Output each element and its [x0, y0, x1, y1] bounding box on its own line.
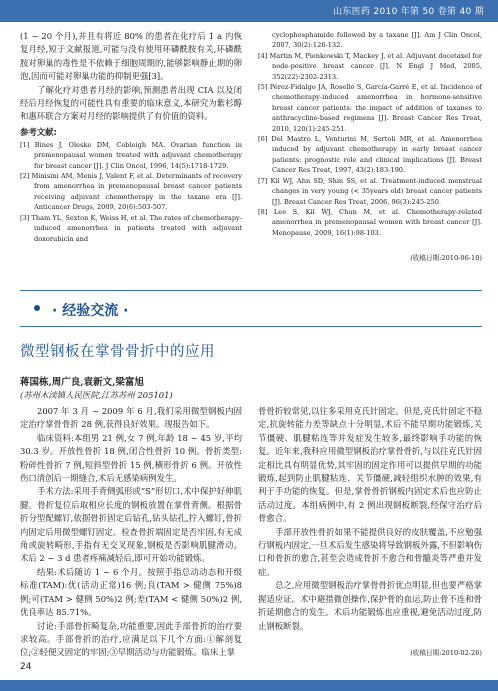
paragraph: 讨论:手部骨折畸复杂,功能重要,因此手部骨折的治疗要求较高。手部骨折的治疗,应满足以下几个方面:①解剖复位;②轻便又固定的牢固;③早期活动与功能锻炼。临床上掌 — [20, 620, 242, 658]
reference-item: [2] Minisini AM, Menis J, Valent F, et al. Determinants of recovery from amenorrhea in premenopausal breast cancer patients receiving adjuvant chemotherapy in the taxane era [J]. Anticancer Drugs, 2009, 20(6):503-507. — [20, 172, 242, 212]
section-divider — [20, 326, 482, 327]
reference-item: [1] Bines J, Oleske DM, Cobleigh MA. Ovarian function in premenopausal women treated with adjuvant chemotherapy for breast cancer [J]. J Clin Oncol, 1996, 14(5):1718-1729. — [20, 140, 242, 170]
paragraph: 2007 年 3 月 ~ 2009 年 6 月,我们采用微型钢板内固定治疗掌骨骨折 28 例,获得良好效果。现报告如下。 — [20, 406, 242, 430]
received-date: (收稿日期:2010-06-10) — [410, 254, 482, 263]
paragraph: 结果:术后随访 1 ~ 6 个月。按照手指总动动态和开级标准(TAM):优(活动正常)16 例;良(TAM > 健侧 75%)8 例;可(TAM > 健侧 50%)2 例;差(TAM < 健侧 50%)2 例,优良率达 85.71%。 — [20, 566, 242, 618]
journal-header-text: 山东医药 2010 年第 50 卷第 40 期 — [333, 7, 484, 17]
top-left-column — [20, 30, 242, 244]
paragraph: 总之,应用微型钢板治疗掌骨骨折优点明显,但也要严格掌握适应证。术中避措微创操作,保护骨的血运,防止骨不连和骨折延期愈合的发生。术后功能锻炼也应重视,避免活动过度,防止钢板断裂。 — [258, 580, 482, 631]
article-left-column — [20, 405, 242, 660]
reference-item: [8] Lee S, Kil WJ, Chun M, et al. Chemotherapy-related amenorrhea in premenopausal women with breast cancer [J]. Menopause, 2009, 16(1):98-103. — [258, 207, 482, 237]
reference-item: [7] Kil WJ, Ahn SD, Shin SS, et al. Treatment-induced menstrual changes in very young (< 35years old) breast cancer patients [J]. Breast Cancer Res Treat, 2006, 96(3):245-250. — [258, 176, 482, 206]
reference-item: [3] Tham YL, Sexton K, Weiss H, et al. The rates of chemotherapy-induced amenorrhea in patients treated with adjuvant doxorubicin and — [20, 213, 242, 243]
section-title: · 经验交流 · — [52, 303, 129, 319]
article-right-column — [258, 405, 482, 657]
page-number: 24 — [20, 662, 32, 672]
references-heading: 参考文献: — [20, 126, 57, 137]
article-title: 微型钢板在掌骨骨折中的应用 — [20, 344, 215, 360]
paragraph: 手术方法:采用手背侧弧形或“S”形切口,术中保护好伸肌腱。骨折复位后取相应长度的钢板放置在掌骨背侧。根据骨折分型配螺钉,依据骨折固定后钻孔,钻头钻孔,拧入螺钉,骨折内固定后用微型螺钉固定。检查骨折端固定是否牢固,有无成角或旋转畸形,手指有无交叉现象,钢板是否影响肌腱滑动。术后 2 ~ 3 d 患者疼痛减轻后,即可开始功能锻炼。 — [20, 486, 242, 564]
paragraph: 骨骨折较常见,以往多采用克氏针固定。但是,克氏针固定不稳定,抗旋转能力差等缺点十分明显,术后不能早期功能锻炼,关节僵硬、肌腱粘连等并发症发生较多,最终影响手功能的恢复。近年来,我科应用微型钢板治疗掌骨骨折,与以往克氏针固定相比具有明显优势,其牢固的固定作用可以提供早期的功能锻炼,起到防止肌腱粘连、关节僵硬,减轻组织水肿的效果,有利于手功能的恢复。但是,掌骨骨折钢板内固定术后也应防止活动过度。本组病例中,有 2 例出现钢板断裂,经保守治疗后骨愈合。 — [258, 406, 482, 524]
reference-item: [5] Pérez-Fidalgo JA, Roselló S, García-Garré E, et al. Incidence of chemotherapy-induced amenorrhea in hormone-sensitive breast cancer patients: the impact of addition of taxanes to anthracycline-based regimens [J]. Breast Cancer Res Treat, 2010, 120(1):245-251. — [258, 83, 482, 133]
paragraph: 手部开放性骨折如果不能提供良好的皮肤覆盖,不应勉强行钢板内固定,一旦术后发生感染将导致钢板外露,不但影响伤口和骨折的愈合,甚至会造成骨折不愈合和骨髓炎等严重并发症。 — [258, 526, 482, 577]
reference-item: cyclophosphamide followed by a taxane [J]. Am J Clin Oncol, 2007, 30(2):126-132. — [272, 31, 482, 50]
received-date: (收稿日期:2010-02-26) — [410, 648, 482, 657]
paragraph: 临床资料:本组男 21 例,女 7 例,年龄 18 ~ 45 岁,平均 30.3 岁。开放性骨折 18 例,闭合性骨折 10 例。骨折类型:粉碎性骨折 7 例,短斜型骨折 15 例,横形骨折 6 例。开放性伤口清创后一期缝合,术后无感染病例发生。 — [20, 432, 242, 484]
footer-bar — [0, 680, 498, 691]
paragraph: 了解化疗对患者月经的影响,预测患者出现 CIA 以及闭经后月经恢复的可能性具有重要的临床意义,本研究为紫杉醇和惠环联合方案对月经的影响提供了有价值的资料。 — [20, 84, 242, 122]
section-divider — [20, 290, 482, 291]
article-affiliation: (苏州木渎镇人民医院,江苏苏州 205101) — [20, 390, 173, 400]
reference-item: [6] Del Mastro L, Venturini M, Sertoli MR, et al. Amenorrhea induced by adjuvant chemotherapy in early breast cancer patients: prognostic role and clinical implications [J]. Breast Cancer Res Treat, 1997, 43(2):183-190. — [258, 135, 482, 175]
reference-item: [4] Martin M, Pienkowski T, Mackey J, et al. Adjuvant docetaxel for node-positive breast cancer [J]. N Engl J Med, 2005, 352(22):2302-2313. — [258, 51, 482, 81]
journal-header-bar — [0, 0, 498, 22]
article-authors: 蒋国栋,周广良,袁新文,梁富旭 — [20, 377, 144, 388]
bullet-icon — [34, 305, 40, 311]
top-right-column — [258, 30, 482, 262]
paragraph: (1 ~ 20 个月),并且有将近 80% 的患者在化疗后 1 a 内恢复月经,短于文献报道,可能与没有使用环磷酰胺有关,环磷酰胺对卵巢的毒性是不依赖于细胞周期的,能够影响静止期的卵泡,因而可能对卵巢功能的抑制更强[3]。 — [20, 31, 242, 82]
